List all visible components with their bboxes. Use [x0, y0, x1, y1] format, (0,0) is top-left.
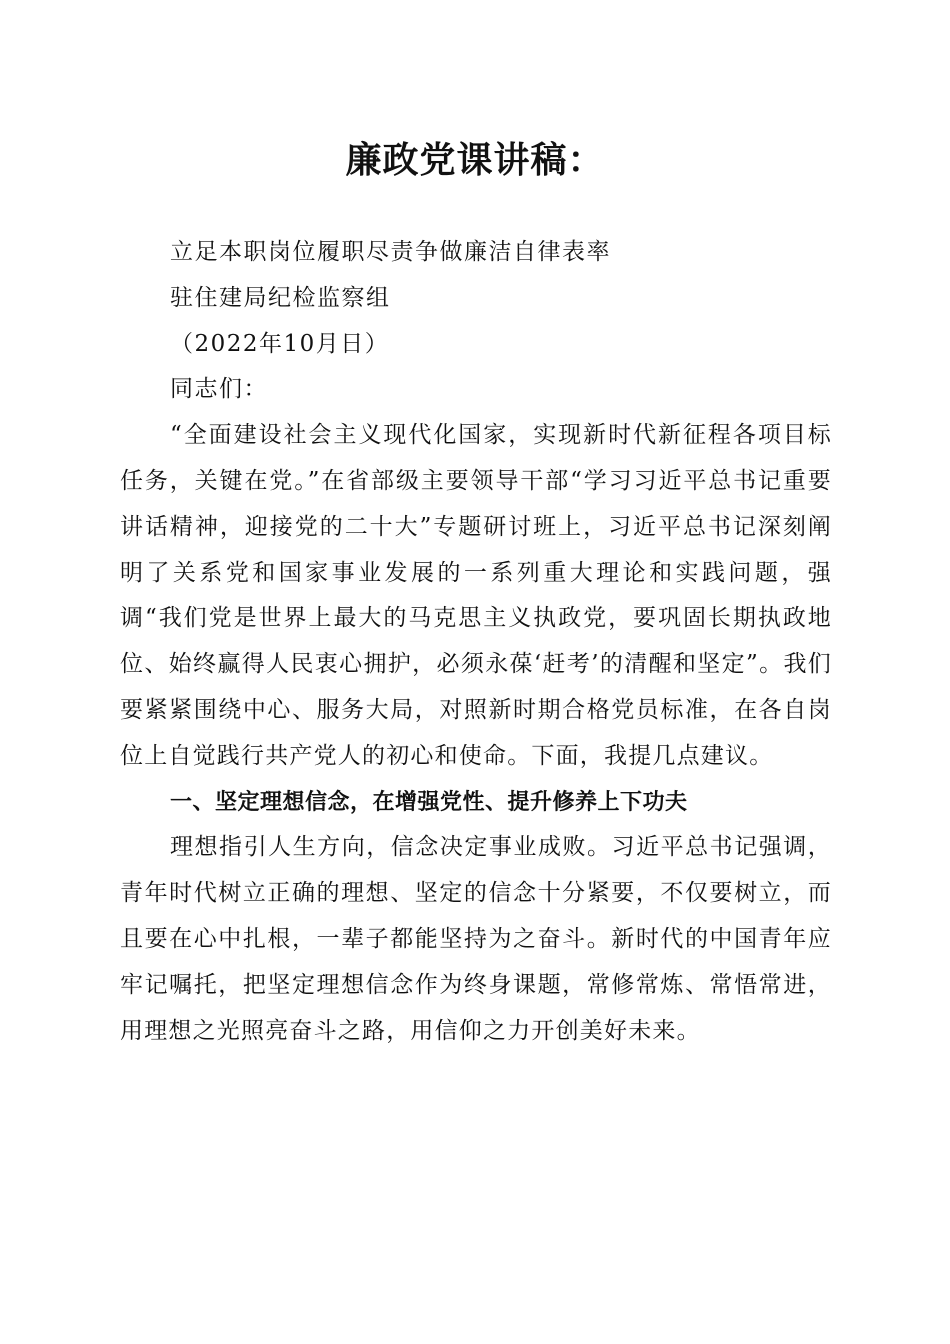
section-heading: 一、坚定理想信念，在增强党性、提升修养上下功夫 [170, 789, 688, 815]
document-author: 驻住建局纪检监察组 [170, 284, 391, 311]
intro-paragraph: “全面建设社会主义现代化国家，实现新时代新征程各项目标任务，关键在党。”在省部级主要领导干部“学习习近平总书记重要讲话精神，迎接党的二十大”专题研讨班上，习近平总书记深刻阐明了关系党和国家事业发展的一系列重大理论和实践问题，强调“我们党是世界上最大的马克思主义执政党，要巩固长期执政地位、始终赢得人民衷心拥护，必须永葆‘赶考’的清醒和坚定”。我们要紧紧围绕中心、服务大局，对照新时期合格党员标准，在各自岗位上自觉践行共产党人的初心和使命。下面，我提几点建议。 [120, 422, 832, 769]
document-body [120, 230, 832, 1054]
section-paragraph: 理想指引人生方向，信念决定事业成败。习近平总书记强调，青年时代树立正确的理想、坚定的信念十分紧要，不仅要树立，而且要在心中扎根，一辈子都能坚持为之奋斗。新时代的中国青年应牢记嘱托，把坚定理想信念作为终身课题，常修常炼、常悟常进，用理想之光照亮奋斗之路，用信仰之力开创美好未来。 [120, 834, 832, 1044]
document-title: 廉政党课讲稿： [345, 139, 605, 181]
salutation: 同志们： [170, 376, 268, 403]
document-date: （2022年10月日） [170, 330, 390, 357]
document-subtitle: 立足本职岗位履职尽责争做廉洁自律表率 [170, 239, 611, 265]
